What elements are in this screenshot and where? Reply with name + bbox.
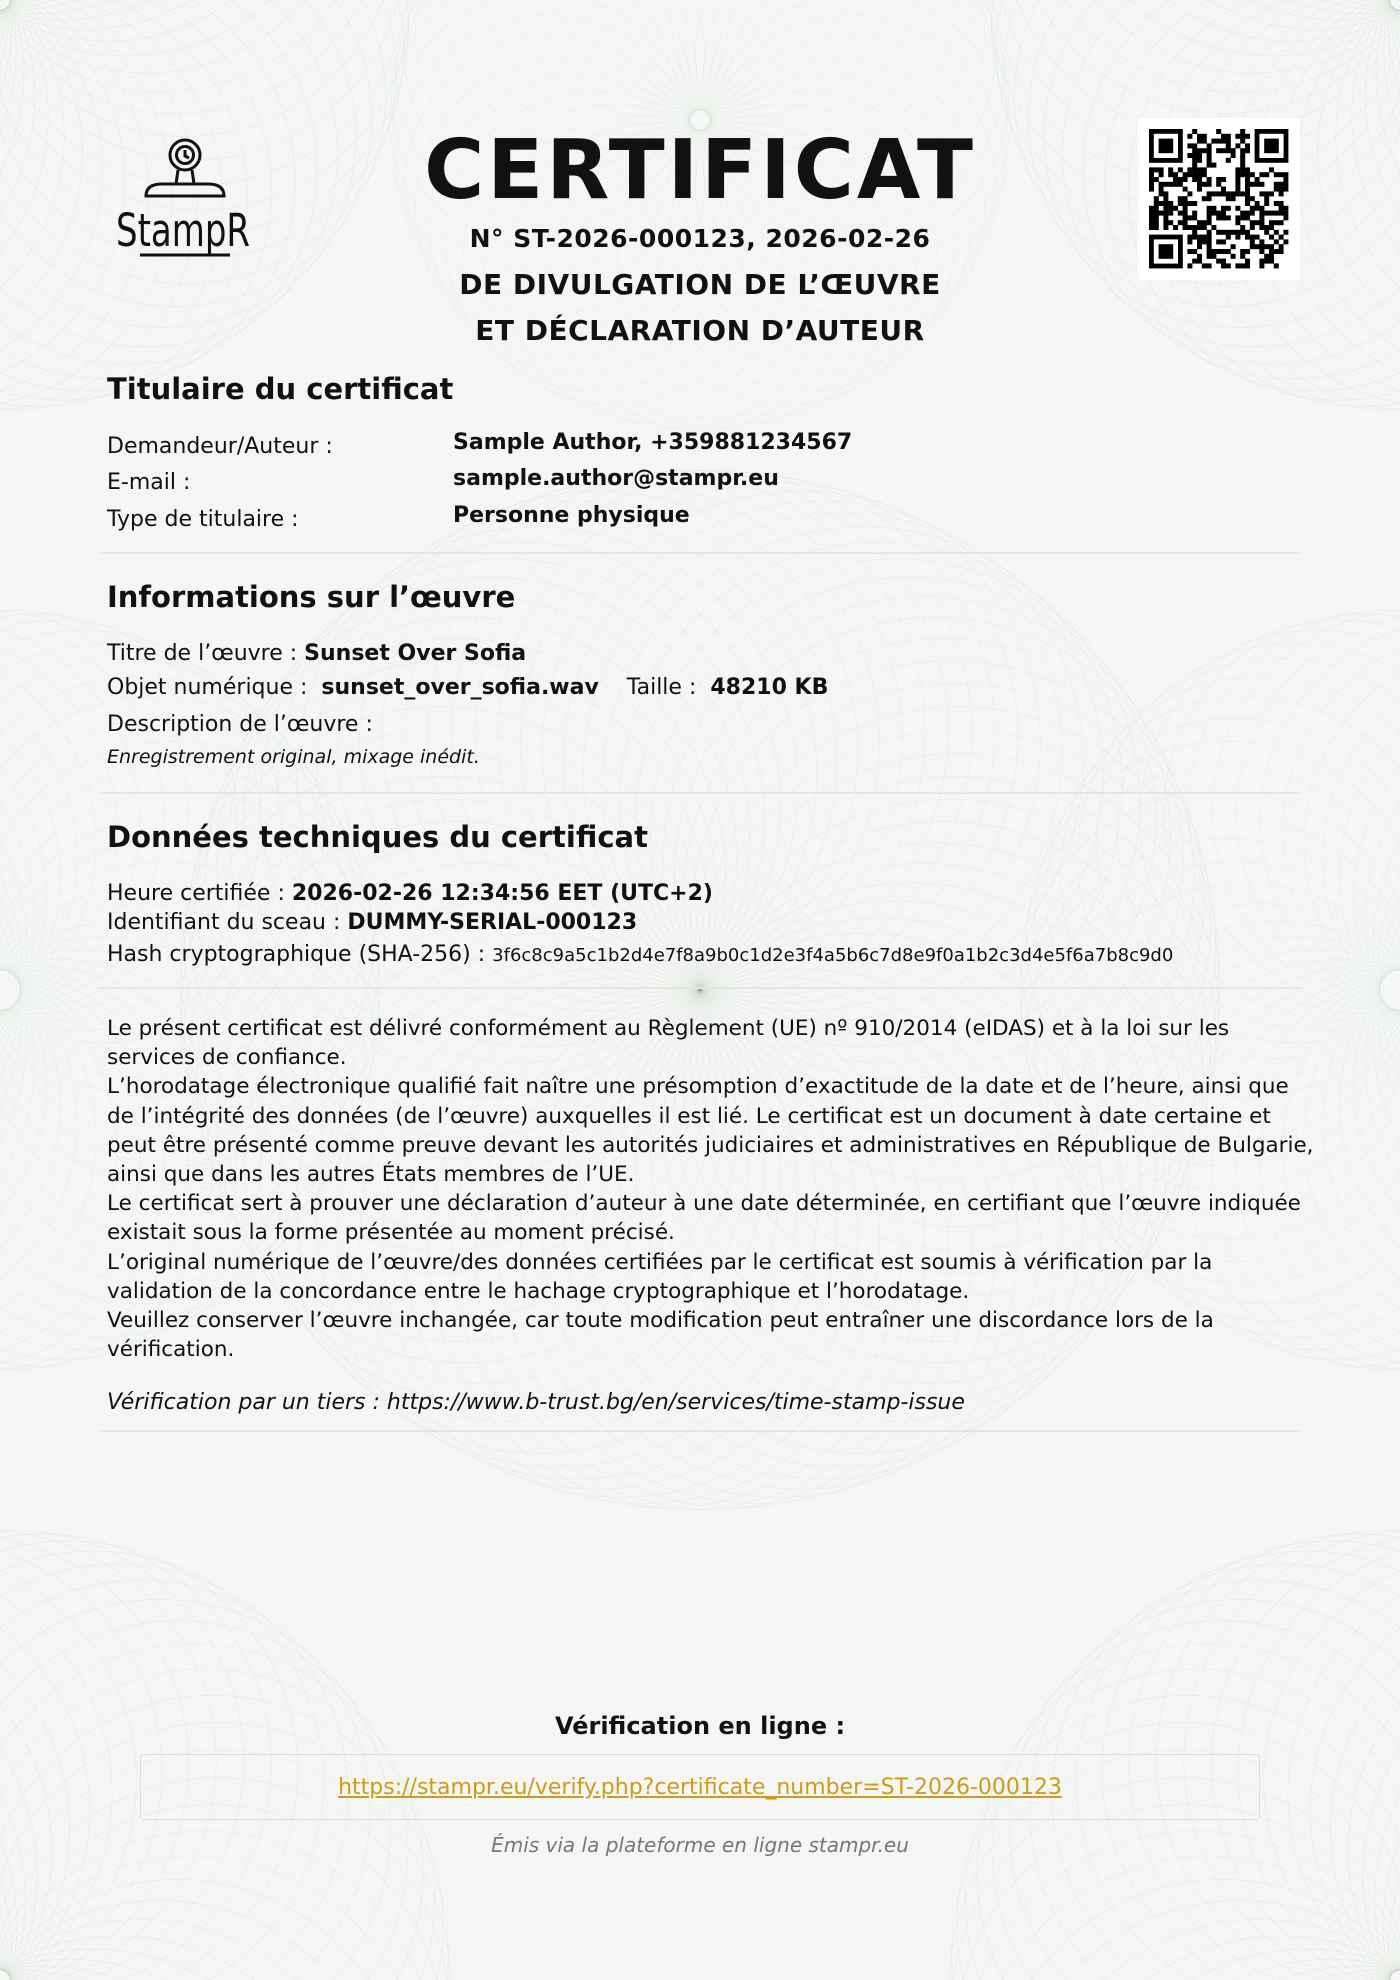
- seal-id-label: Identifiant du sceau :: [107, 910, 341, 935]
- holder-label-type: Type de titulaire :: [107, 507, 299, 532]
- certified-time-label: Heure certifiée :: [107, 881, 285, 906]
- work-title-row: [107, 641, 526, 666]
- holder-value-email: sample.author@stampr.eu: [453, 466, 779, 491]
- legal-text: [107, 1014, 1317, 1364]
- legal-paragraph: Le présent certificat est délivré conformément au Règlement (UE) nº 910/2014 (eIDAS) et à la loi sur les services de confiance.: [107, 1016, 1230, 1071]
- subtitle-line1: DE DIVULGATION DE L’ŒUVRE: [459, 268, 941, 301]
- certified-time-value: 2026-02-26 12:34:56 EET (UTC+2): [291, 881, 713, 906]
- work-object-label: Objet numérique :: [107, 675, 308, 700]
- verification-link-box: [140, 1754, 1260, 1820]
- hash-value: 3f6c8c9a5c1b2d4e7f8a9b0c1d2e3f4a5b6c7d8e9f0a1b2c3d4e5f6a7b8c9d0: [492, 945, 1174, 966]
- legal-paragraph: Le certificat sert à prouver une déclaration d’auteur à une date déterminée, en certifiant que l’œuvre indiquée existait sous la forme présentée au moment précisé.: [107, 1191, 1301, 1246]
- subtitle-line2: ET DÉCLARATION D’AUTEUR: [475, 314, 925, 347]
- verification-link[interactable]: https://stampr.eu/verify.php?certificate_number=ST-2026-000123: [338, 1774, 1062, 1800]
- hash-label: Hash cryptographique (SHA-256) :: [107, 942, 486, 967]
- legal-paragraph: L’original numérique de l’œuvre/des données certifiées par le certificat est soumis à vérification par la validation de la concordance entre le hachage cryptographique et l’horodatage.: [107, 1249, 1213, 1304]
- work-size-label: Taille :: [626, 675, 697, 700]
- work-object-row: [107, 675, 828, 700]
- legal-paragraph: Veuillez conserver l’œuvre inchangée, car toute modification peut entraîner une discordance lors de la vérification.: [107, 1308, 1214, 1363]
- footer-issued-via: Émis via la plateforme en ligne stampr.eu: [491, 1833, 909, 1857]
- seal-id-value: DUMMY-SERIAL-000123: [347, 910, 638, 935]
- divider: [100, 792, 1300, 794]
- holder-value-type: Personne physique: [453, 503, 690, 528]
- work-object-value: sunset_over_sofia.wav: [321, 675, 599, 700]
- svg-text:StampR: StampR: [116, 204, 250, 257]
- hash-row: [107, 942, 1173, 967]
- certificate-number: N° ST-2026-000123, 2026-02-26: [469, 224, 931, 253]
- work-description-label: Description de l’œuvre :: [107, 712, 373, 737]
- work-title-value: Sunset Over Sofia: [304, 641, 527, 666]
- legal-paragraph: L’horodatage électronique qualifié fait naître une présomption d’exactitude de la date et de l’heure, ainsi que de l’intégrité des données (de l’œuvre) auxquelles il est lié. Le certificat est un document à date certaine et peut être présenté comme preuve devant les autorités judiciaires et administratives en République de Bulgarie, ainsi que dans les autres États membres de l’UE.: [107, 1074, 1314, 1188]
- certified-time-row: [107, 881, 713, 906]
- work-size-value: 48210 KB: [710, 675, 829, 700]
- divider: [100, 1430, 1300, 1432]
- third-party-verification: Vérification par un tiers : https://www.b-trust.bg/en/services/time-stamp-issue: [107, 1390, 965, 1415]
- holder-label-email: E-mail :: [107, 470, 191, 495]
- certificate-title: CERTIFICAT: [424, 123, 976, 218]
- divider: [100, 552, 1300, 554]
- work-description-value: Enregistrement original, mixage inédit.: [107, 746, 480, 768]
- technical-heading: Données techniques du certificat: [107, 820, 648, 854]
- seal-id-row: [107, 910, 637, 935]
- online-verification-title: Vérification en ligne :: [554, 1712, 846, 1740]
- divider: [100, 987, 1300, 989]
- holder-label-applicant: Demandeur/Auteur :: [107, 434, 333, 459]
- work-heading: Informations sur l’œuvre: [107, 580, 516, 614]
- holder-heading: Titulaire du certificat: [107, 372, 454, 406]
- work-title-label: Titre de l’œuvre :: [107, 641, 298, 666]
- holder-value-applicant: Sample Author, +359881234567: [453, 430, 853, 455]
